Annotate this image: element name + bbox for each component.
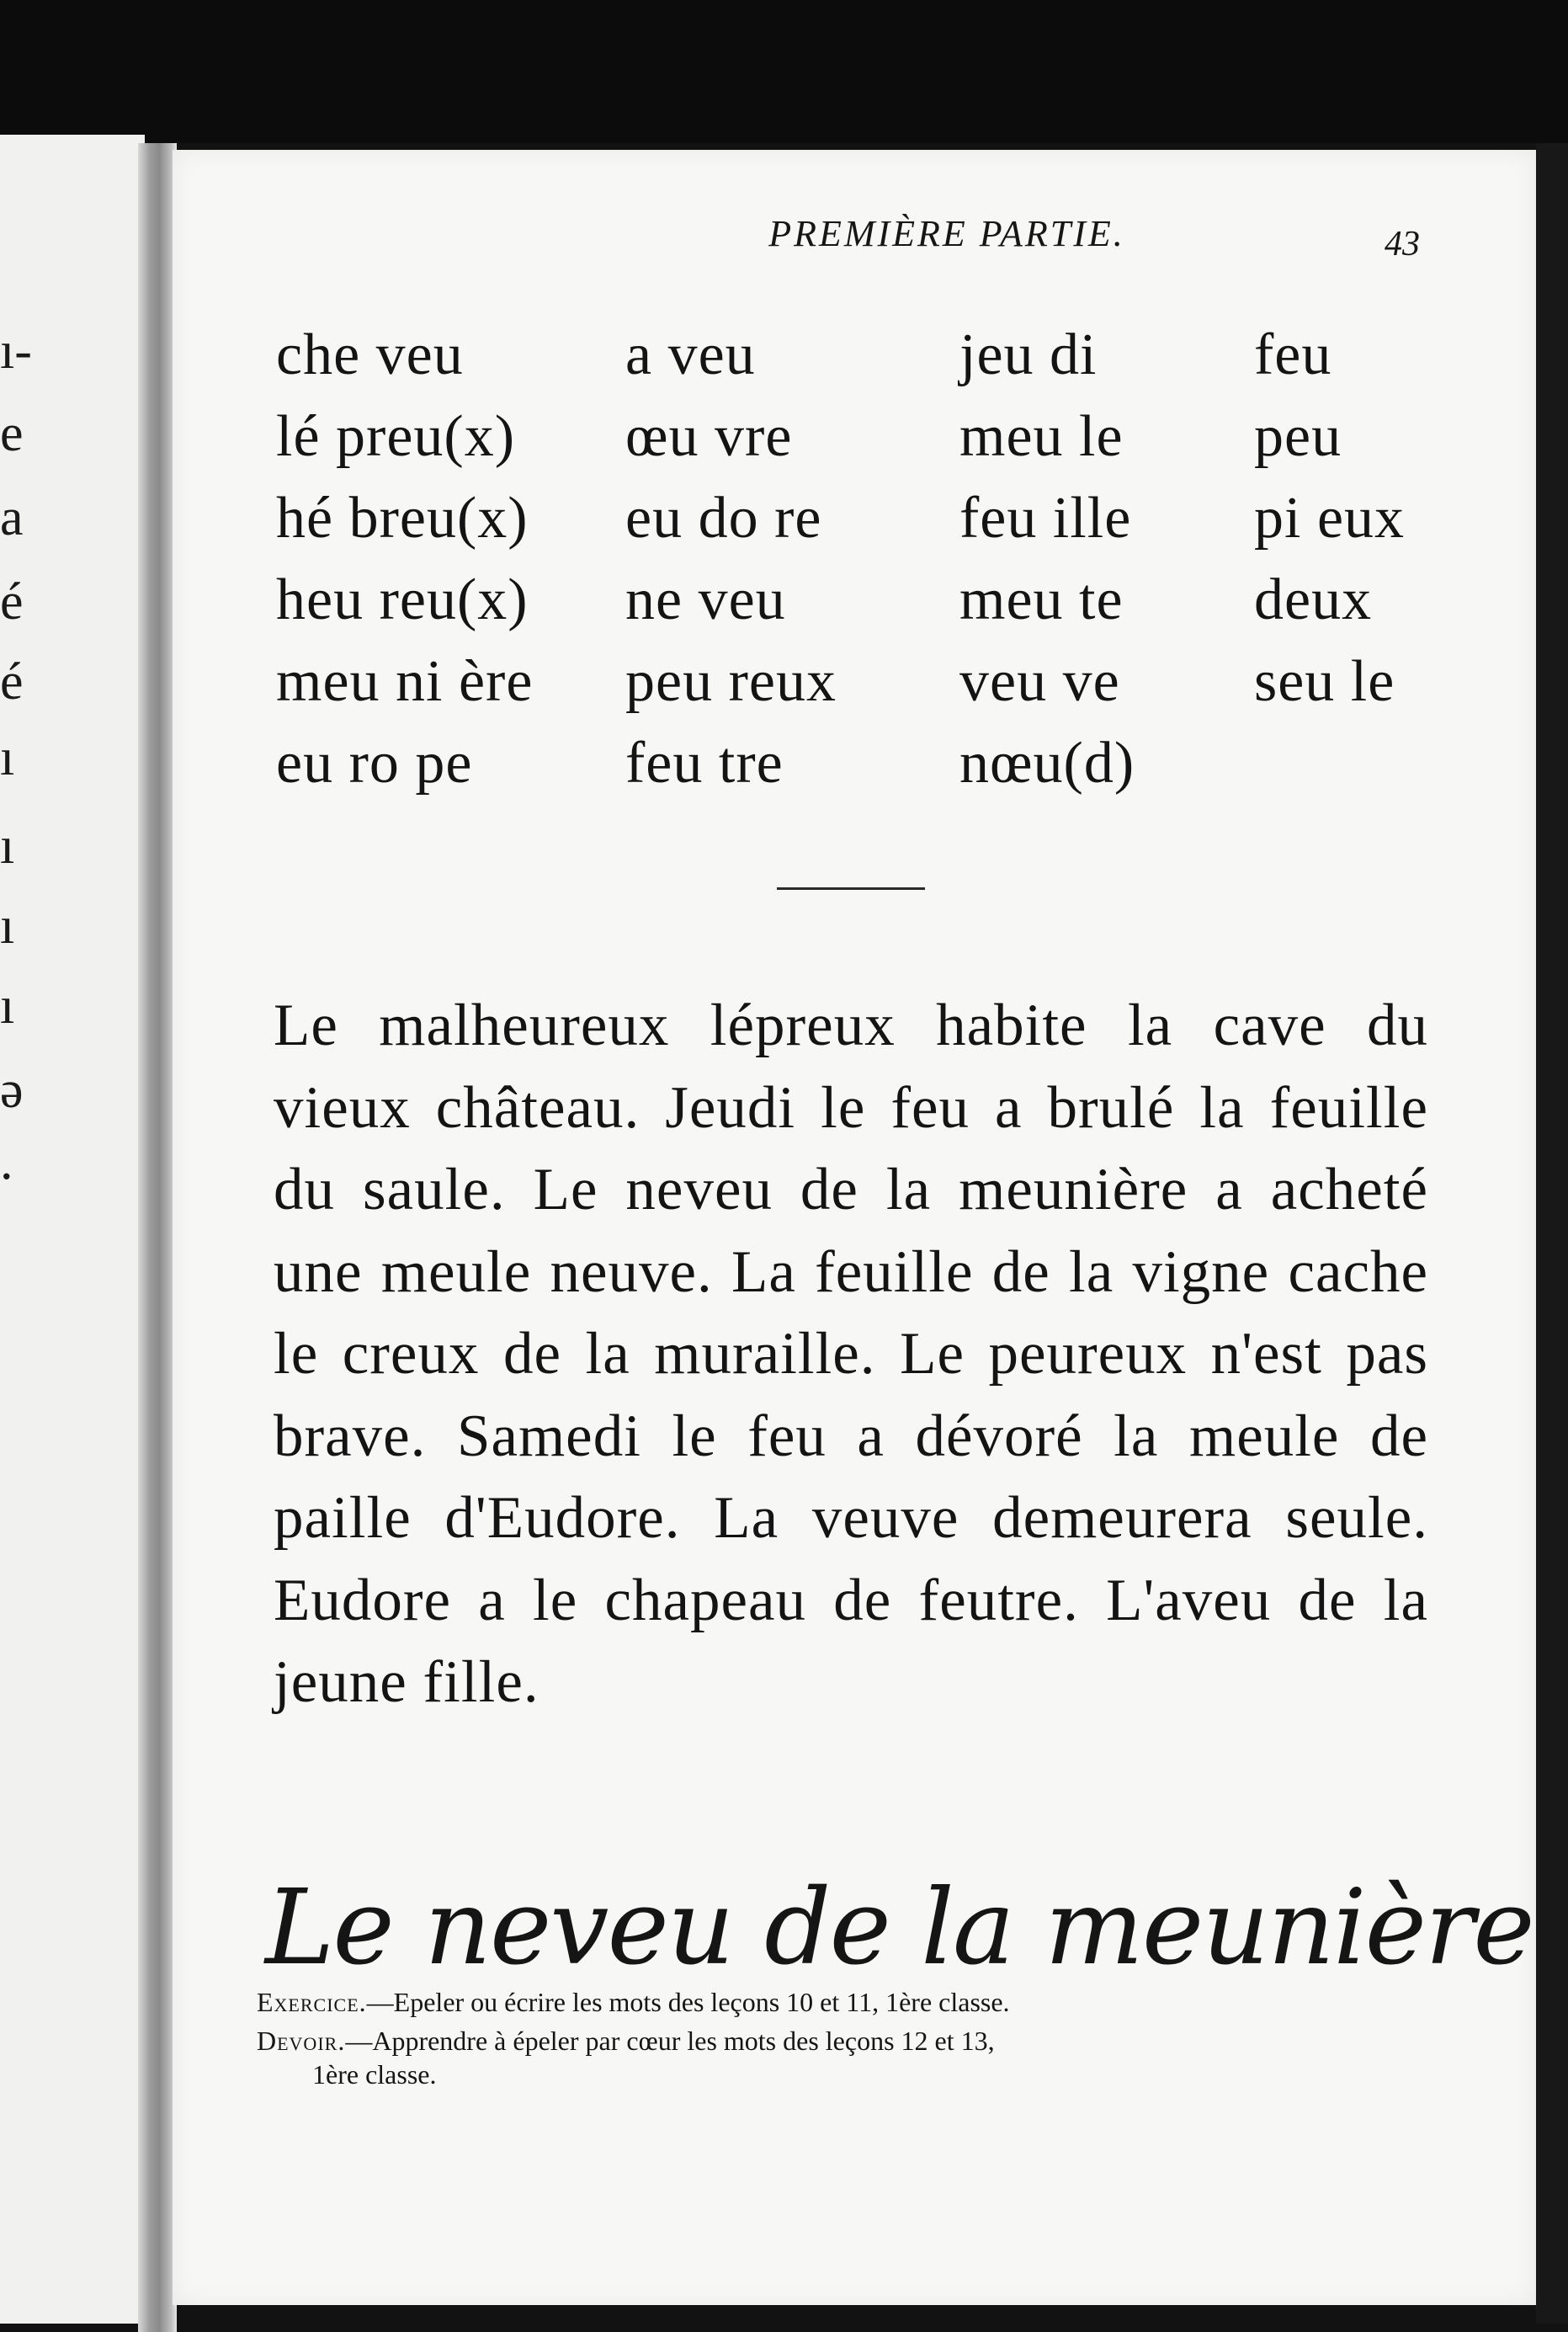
left-fragment: ı (0, 897, 15, 955)
exercise-notes (257, 1985, 1452, 2091)
word-cell: nœu(d) (959, 731, 1135, 796)
scan-top-border (0, 0, 1568, 143)
left-fragment: e (0, 405, 24, 462)
word-cell: eu ro pe (276, 731, 473, 796)
exercise-label: Exercice. (257, 1987, 367, 2017)
word-cell: peu reux (625, 649, 837, 714)
word-cell: hé breu(x) (276, 486, 529, 551)
left-fragment: ı (0, 817, 15, 875)
word-column-1 (276, 314, 533, 804)
word-cell: lé preu(x) (276, 404, 516, 469)
page-number: 43 (1385, 225, 1420, 264)
book-gutter (138, 143, 177, 2332)
book-page (173, 150, 1536, 2305)
word-cell: che veu (276, 322, 464, 387)
word-cell: a veu (625, 322, 756, 387)
word-cell: seu le (1254, 649, 1395, 714)
word-cell: heu reu(x) (276, 567, 529, 632)
exercise-note (257, 1985, 1452, 2019)
word-cell: feu ille (959, 486, 1132, 551)
word-cell: eu do re (625, 486, 822, 551)
word-cell: œu vre (625, 404, 793, 469)
left-fragment: é (0, 573, 24, 631)
word-column-3 (959, 314, 1135, 804)
word-cell: peu (1254, 404, 1342, 469)
word-cell: meu te (959, 567, 1124, 632)
exercise-text: —Epeler ou écrire les mots des leçons 10 et 11, 1ère classe. (366, 1987, 1010, 2017)
word-column-4 (1254, 314, 1405, 722)
devoir-note (257, 2024, 1452, 2091)
devoir-text: —Apprendre à épeler par cœur les mots des leçons 12 et 13, (345, 2026, 995, 2056)
syllable-word-grid (173, 314, 1536, 819)
left-fragment: é (0, 653, 24, 711)
devoir-continuation: 1ère classe. (312, 2059, 437, 2090)
word-cell: feu tre (625, 731, 784, 796)
word-cell: ne veu (625, 567, 786, 632)
word-cell: meu le (959, 404, 1124, 469)
word-cell: deux (1254, 567, 1373, 632)
reading-passage: Le malheureux lépreux habite la cave du vieux château. Jeudi le feu a brulé la feuille du saule. Le neveu de la meunière a acheté une meule neuve. La feuille de la vigne cache le creux de la muraille. Le peureux n'est pas brave. Samedi le feu a dévoré la meule de paille d'Eudore. La veuve demeurera seule. Eudore a le chapeau de feutre. L'aveu de la jeune fille. (274, 993, 1428, 1715)
left-fragment: ı- (0, 322, 32, 380)
left-fragment: a (0, 489, 24, 546)
left-fragment: ə (0, 1062, 24, 1119)
running-head: PREMIÈRE PARTIE. (768, 213, 1125, 254)
section-divider (777, 887, 925, 890)
left-page-edge (0, 135, 145, 2324)
left-fragment: ı (0, 977, 15, 1035)
handwriting-model-line: Le neveu de la meunière (265, 1867, 1533, 1989)
word-cell: jeu di (959, 322, 1098, 387)
devoir-label: Devoir. (257, 2026, 346, 2056)
word-cell: feu (1254, 322, 1332, 387)
left-fragment: ı (0, 729, 15, 786)
left-fragment: . (0, 1133, 13, 1190)
word-column-2 (625, 314, 837, 804)
word-cell: veu ve (959, 649, 1120, 714)
word-cell: meu ni ère (276, 649, 534, 714)
scan-right-border (1536, 143, 1568, 2324)
word-cell: pi eux (1254, 486, 1406, 551)
